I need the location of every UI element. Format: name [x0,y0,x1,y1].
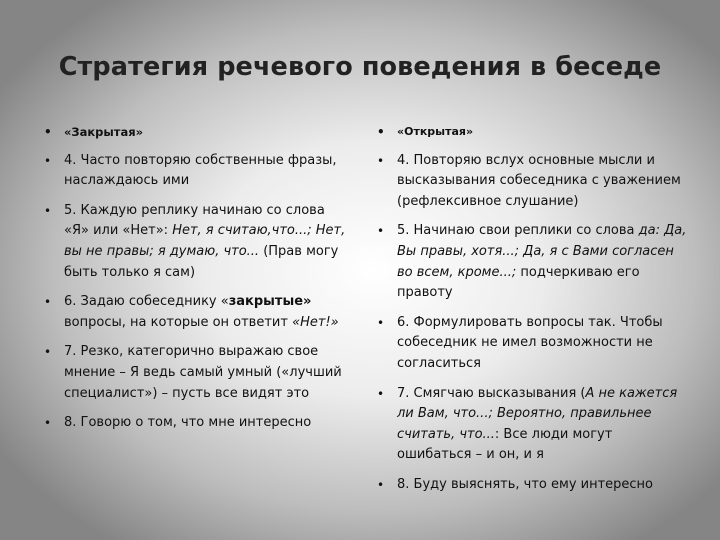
closed-heading: «Закрытая» [64,125,144,139]
list-item [42,122,348,143]
list-item [42,151,348,192]
list-item [375,384,690,466]
item-text: : Все люди могут ошибаться – и он, и я [397,426,613,463]
closed-strategy-list [42,122,348,434]
open-strategy-column [375,122,690,505]
list-item [375,313,690,375]
item-text: 7. Резко, категорично выражаю свое мнение – Я ведь самый умный («лучший специалист») – пусть все видят это [64,344,342,401]
bullet-icon: • [44,345,52,360]
item-example: Нет, я считаю,что...; Нет, вы не правы; я думаю, что... [64,223,346,259]
bullet-icon: • [44,416,52,431]
item-text: 6. Задаю собеседнику « [64,294,229,310]
list-item [375,122,690,143]
item-text: 8. Буду выяснять, что ему интересно [397,476,654,492]
item-example: А не кажется ли Вам, что...; Вероятно, правильнее считать, что... [397,385,678,442]
list-item [375,221,690,303]
list-item [42,201,348,283]
bullet-icon: • [377,125,385,139]
closed-strategy-column [42,122,348,443]
item-text: 8. Говорю о том, что мне интересно [64,415,312,431]
item-example: да: Да, Вы правы, хотя...; Да, я с Вами согласен во всем, кроме...; [397,223,687,280]
slide-title: Стратегия речевого поведения в беседе [58,52,662,82]
item-text: подчеркиваю его правоту [397,264,640,301]
bullet-icon: • [44,203,52,218]
open-heading: «Открытая» [397,125,474,138]
bullet-icon: • [377,153,385,168]
bullet-icon: • [44,153,52,168]
list-item [375,475,690,496]
list-item [375,151,690,213]
item-example: «Нет!» [292,314,339,330]
bullet-icon: • [377,386,385,401]
open-strategy-list [375,122,690,496]
item-emphasis: закрытые» [228,294,312,310]
list-item [42,413,348,434]
item-text: 5. Начинаю свои реплики со слова [397,223,639,239]
bullet-icon: • [377,224,385,239]
item-text: 4. Часто повторяю собственные фразы, наслаждаюсь ими [64,152,337,189]
list-item [42,342,348,404]
bullet-icon: • [44,295,52,310]
bullet-icon: • [44,125,52,139]
item-text: вопросы, на которые он ответит [64,314,293,330]
bullet-icon: • [377,477,385,492]
bullet-icon: • [377,315,385,330]
item-text: (Прав могу быть только я сам) [64,243,339,280]
item-text: 7. Смягчаю высказывания ( [397,385,586,401]
list-item [42,292,348,333]
item-text: 6. Формулировать вопросы так. Чтобы собеседник не имел возможности не согласиться [397,314,663,371]
item-text: 5. Каждую реплику начинаю со слова «Я» или «Нет»: [64,202,325,239]
item-text: 4. Повторяю вслух основные мысли и высказывания собеседника с уважением (рефлексивное слушание) [397,152,681,209]
